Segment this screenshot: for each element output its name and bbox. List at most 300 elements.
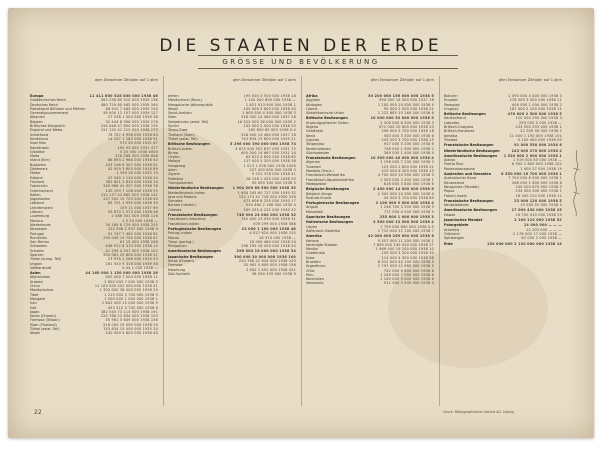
table-group-row xyxy=(444,218,562,222)
row-values: 8 512 000 44 100 000 1938 5 xyxy=(377,259,434,264)
row-values: 23 000 1 100 000 1938 48 xyxy=(241,226,296,231)
row-values: 2 506 000 6 300 000 1938 3 xyxy=(380,120,434,125)
table-row xyxy=(444,107,562,111)
row-label: Süd-Sachalin xyxy=(168,271,191,276)
row-label: Protektorat Böhmen und Mähren xyxy=(30,106,86,111)
row-values: 140 000 5 600 000 1938 40 xyxy=(105,331,158,336)
row-label: Französisch-Indien xyxy=(168,221,200,226)
row-label: Malaya xyxy=(168,159,181,164)
table-row xyxy=(444,203,562,207)
row-label: Transjordanien xyxy=(168,180,193,185)
row-values: 189 035 4 232 000 1930 22 xyxy=(243,207,296,212)
row-values: 34 184 8 729 000 1938 255 xyxy=(105,222,158,227)
row-values: 1 904 345 60 727 000 1930 32 xyxy=(237,190,296,195)
row-label: Amerikanische Besitzungen xyxy=(444,208,497,213)
row-label: Luxemburg xyxy=(30,214,50,219)
row-label: Puerto Rico xyxy=(444,162,464,167)
column-header: qkm Einwohner Zähljahr auf 1 qkm xyxy=(232,78,296,82)
row-values: 17 000 430 000 1938 25 xyxy=(511,208,562,213)
row-label: Färöer xyxy=(30,171,41,176)
row-values: 2 100 110 000 1938 52 xyxy=(514,218,562,223)
table-group-row xyxy=(168,249,296,253)
row-label: Türkei (asiat. Teil) xyxy=(168,136,198,141)
row-values: 91 747 7 462 000 1938 81 xyxy=(107,231,158,236)
document-subtitle: GRÖSSE UND BEVÖLKERUNG xyxy=(222,58,380,66)
row-label: China xyxy=(30,284,40,289)
row-values: 872 000 20 600 000 1938 24 xyxy=(379,125,434,130)
row-values: 165 800 65 000 1938 0.4 xyxy=(248,128,296,133)
row-values: 322 906 2 937 000 1938 9 xyxy=(107,227,158,232)
row-label: Insel Man xyxy=(30,141,47,146)
row-values: 2 400 000 14 000 000 1938 6 xyxy=(373,187,434,192)
table-row xyxy=(306,196,434,200)
row-label: Nepal xyxy=(168,106,178,111)
row-values: 143 000 270 000 1938 2 xyxy=(511,148,562,153)
row-label: Französische Besitzungen xyxy=(444,143,494,148)
row-label: Lettland xyxy=(30,201,44,206)
row-values: 42 000 000 269 000 000 1938 6 xyxy=(368,234,434,239)
row-values: 268 000 1 600 000 1938 6 xyxy=(511,180,562,185)
table-row xyxy=(30,266,158,270)
row-label: Schottland xyxy=(30,132,49,137)
table-row xyxy=(306,151,434,155)
row-label: Birma xyxy=(168,150,178,155)
row-values: 9 557 000 11 200 000 1938 1 xyxy=(377,238,434,243)
row-values: 509 299 000 1936 588 xyxy=(253,221,296,226)
column-divider xyxy=(301,76,302,406)
table-row xyxy=(444,138,562,142)
row-label: Kuba xyxy=(306,255,315,260)
row-values: 453 510 3 700 000 1938 8 xyxy=(107,305,158,310)
row-label: Madagaskar xyxy=(306,181,327,186)
row-label: Iran xyxy=(30,301,37,306)
row-values: 740 400 23 030 000 1936 31 xyxy=(241,217,296,222)
table-column-2 xyxy=(168,78,296,276)
row-values: 2 342 000 10 300 000 1938 4 xyxy=(377,191,434,196)
row-values: 4 027 624 000 1938 155 xyxy=(249,231,296,236)
row-label: Labrador xyxy=(444,120,460,125)
row-label: Irak xyxy=(30,305,37,310)
row-values: 35 961 5 609 000 1938 156 xyxy=(243,263,296,268)
row-label: Liechtenstein xyxy=(30,205,53,210)
row-label: Tunesien xyxy=(306,164,321,169)
row-values: 95 000 12 107 000 1939 127 xyxy=(103,111,158,116)
row-label: Niederländische Besitzungen xyxy=(168,186,224,191)
table-row xyxy=(306,111,434,115)
row-label: Vereinigte Staaten xyxy=(306,242,338,247)
row-label: Algerien xyxy=(306,160,321,165)
row-label: Hongkong xyxy=(168,163,186,168)
row-label: Macao xyxy=(168,235,180,240)
row-label: Ruanda-Urundi xyxy=(306,195,332,200)
row-values: 583 000 3 300 000 1938 6 xyxy=(383,133,434,138)
row-values: 2 196 000 7 235 000 1936 3 xyxy=(380,160,434,165)
row-label: Antarktis xyxy=(444,227,460,232)
row-values: 743 634 15 000 000 1935 20 xyxy=(103,327,158,332)
handwritten-note-mark xyxy=(570,148,584,218)
row-label: Chile xyxy=(306,268,315,273)
title-rule xyxy=(198,55,458,56)
row-label: Trinidad xyxy=(444,137,458,142)
row-label: Kanalinseln xyxy=(30,145,50,150)
row-label: Ceylon xyxy=(168,155,180,160)
row-label: Südafrikanische Union xyxy=(306,111,344,116)
row-values: 5 100 460 000 1938 90 xyxy=(517,137,562,142)
row-values: 2 797 000 12 960 000 1938 5 xyxy=(377,264,434,269)
row-label: Äthiopien xyxy=(306,102,323,107)
row-label: Paraguay xyxy=(444,102,460,107)
row-label: Sowjetunion (asiat. Teil) xyxy=(168,119,209,124)
row-label: Syrien xyxy=(168,124,179,129)
row-label: Papua xyxy=(444,189,455,194)
row-values: 1 519 000 60 000 1938 — xyxy=(513,158,562,163)
row-values: 22 000 56 000 1938 3 xyxy=(520,129,562,134)
row-label: Bolivien xyxy=(444,94,458,98)
row-values: 2 586 301 000 1938 116 xyxy=(111,214,158,219)
table-column-3 xyxy=(306,78,434,286)
row-label: Aden xyxy=(168,168,177,173)
row-values: 7 839 000 130 000 000 1938 17 xyxy=(373,242,434,247)
row-label: Bulgarien xyxy=(30,162,47,167)
row-values: 448 912 6 310 000 1938 14 xyxy=(105,244,158,249)
row-label: Goldküste xyxy=(306,129,323,134)
row-values: 140 000 5 600 000 1938 40 xyxy=(243,106,296,111)
row-label: Monaco xyxy=(30,218,44,223)
row-label: Uganda xyxy=(306,137,320,142)
row-label: Spitzbergen xyxy=(444,236,465,241)
row-label: Niederländisch-Indien xyxy=(168,190,205,195)
row-label: Italienisch-Ostafrika xyxy=(306,228,340,233)
row-label: Französisch-Äquatorialafrika xyxy=(306,177,354,182)
row-label: Amerika xyxy=(306,234,322,239)
row-values: 19 000 55 000 1938 3 xyxy=(520,203,562,208)
row-values: 1 303 000 38 000 000 1938 29 xyxy=(99,288,158,293)
row-values: 42 929 3 805 000 1938 89 xyxy=(107,167,158,172)
table-row xyxy=(306,229,434,233)
row-values: 5 20 000 1938 4000 xyxy=(119,149,158,154)
row-label: Marokko (franz.) xyxy=(306,169,334,174)
row-label: Albanien xyxy=(30,115,45,120)
row-values: 23 975 1 266 000 1935 53 xyxy=(107,257,158,262)
row-label: Nordrhodesien xyxy=(306,146,331,151)
row-values: 18 990 464 000 1938 24 xyxy=(249,239,296,244)
row-label: Alaska xyxy=(444,158,456,163)
row-label: Mosambik xyxy=(306,209,324,214)
row-values: 48 910 7 485 000 1939 154 xyxy=(105,106,158,111)
row-values: 220 788 22 634 000 1938 103 xyxy=(100,314,158,319)
row-label: Dänemark xyxy=(30,167,48,172)
column-divider xyxy=(439,76,440,406)
row-label: Tanganjika xyxy=(306,142,324,147)
row-label: Liberia xyxy=(306,106,318,111)
row-label: Europa xyxy=(30,94,44,98)
column-divider xyxy=(163,76,164,406)
row-values: 10 500 000 40 000 000 1938 4 xyxy=(370,156,434,161)
row-label: Japanisches Mandat xyxy=(444,218,483,223)
row-values: 473 606 8 255 000 1930 17 xyxy=(243,199,296,204)
column-header: qkm Einwohner Zähljahr auf 1 qkm xyxy=(370,78,434,82)
row-label: Neukaledonien xyxy=(444,203,470,208)
row-values: 159 11 000 1937 69 xyxy=(119,205,158,210)
row-values: 406 000 1 000 000 1938 2 xyxy=(511,102,562,107)
row-values: 310 137 43 865 000 1938 141 xyxy=(100,192,158,197)
row-label: Französische Besitzungen xyxy=(444,198,494,203)
row-values: 276 000 3 000 000 1938 11 xyxy=(509,98,562,103)
row-values: 90 000 300 000 1938 3 xyxy=(251,180,296,185)
row-label: Neufundland xyxy=(444,116,466,121)
row-values: 1 621 913 900 000 1938 1 xyxy=(245,102,296,107)
row-label: Irland (Eire) xyxy=(30,158,50,163)
row-label: Peru xyxy=(306,272,314,277)
table-row xyxy=(168,137,296,141)
table-row xyxy=(168,272,296,276)
row-label: Guatemala xyxy=(306,251,325,256)
row-label: Libyen xyxy=(306,224,318,229)
row-values: 480 729 80 465 000 1939 164 xyxy=(100,102,158,107)
row-values: 470 000 2 500 000 1938 5 xyxy=(507,112,562,117)
row-values: 11 411 800 528 000 000 1938 46 xyxy=(89,94,158,98)
row-label: Britisch-Guayana xyxy=(444,125,474,130)
row-label: Britische Besitzungen xyxy=(168,142,210,147)
row-label: Ungarn xyxy=(30,261,43,266)
row-label: Südrhodesien xyxy=(306,150,330,155)
row-values: 572 50 000 1931 87 xyxy=(119,141,158,146)
row-values: 47 549 1 134 000 1938 24 xyxy=(107,175,158,180)
row-values: 109 000 3 300 000 1938 30 xyxy=(381,251,434,256)
row-values: 296 000 16 000 000 1938 54 xyxy=(236,249,296,254)
row-label: Britisches Königreich xyxy=(30,124,66,129)
row-values: 16 374 000 1938 — xyxy=(259,235,296,240)
table-row xyxy=(306,281,434,285)
row-values: 247 542 15 703 000 1938 63 xyxy=(103,197,158,202)
row-values: 114 000 4 300 000 1938 38 xyxy=(381,255,434,260)
row-values: 240 000 670 000 1938 3 xyxy=(515,184,562,189)
row-values: 150 000 000 2 130 000 000 1938 14 xyxy=(486,241,562,246)
row-values: 382 801 3 834 000 1938 10 xyxy=(105,179,158,184)
row-label: Spanische Besitzungen xyxy=(306,215,351,220)
row-label: Französisch-Westafrika xyxy=(306,173,345,178)
row-label: Fidschi-Inseln xyxy=(444,193,467,198)
row-values: 4 700 000 14 900 000 1936 3 xyxy=(377,173,434,178)
row-values: 54 000 3 700 000 1938 69 xyxy=(383,195,434,200)
row-values: 1 710 000 12 100 000 1938 7 xyxy=(377,228,434,233)
row-values: 151 125 41 215 000 1938 273 xyxy=(100,128,158,133)
row-label: Grönland xyxy=(444,231,460,236)
row-label: Belgien xyxy=(30,119,43,124)
row-values: 912 000 3 500 000 1938 4 xyxy=(383,281,434,286)
row-values: 103 146 6 307 000 1938 61 xyxy=(105,162,158,167)
column-header: qkm Einwohner Zähljahr auf 1 qkm xyxy=(94,78,158,82)
row-values: 550 986 41 907 000 1936 76 xyxy=(103,184,158,189)
table-row xyxy=(306,182,434,186)
row-label: San Marino xyxy=(30,240,50,245)
row-label: Panamakanalzone xyxy=(444,166,475,171)
row-label: Philippinen xyxy=(168,244,187,249)
row-values: 994 000 16 000 000 1937 16 xyxy=(379,98,434,103)
row-values: 95 000 2 000 000 1938 21 xyxy=(383,106,434,111)
row-values: 335 000 1 000 000 1938 3 xyxy=(379,215,434,220)
row-values: 9 251 378 000 1938 41 xyxy=(251,172,296,177)
row-values: 233 000 333 000 1938 1 xyxy=(515,125,562,130)
row-label: Mexiko xyxy=(306,247,318,252)
row-label: Generalgouvernement xyxy=(30,111,69,116)
row-values: 234 000 300 000 1938 1 xyxy=(515,189,562,194)
row-values: 91 000 550 000 1938 6 xyxy=(514,143,562,148)
row-label: Nigeria xyxy=(306,125,319,130)
row-values: 1 013 1 028 000 1938 1000 xyxy=(243,163,296,168)
row-label: Portugiesische Besitzungen xyxy=(168,226,222,231)
row-values: 132 174 41 718 000 1930 316 xyxy=(238,194,296,199)
row-values: 65 791 1 995 000 1938 30 xyxy=(107,201,158,206)
row-values: 742 000 4 600 000 1938 6 xyxy=(383,268,434,273)
row-label: Ecuador xyxy=(444,98,458,103)
table-row xyxy=(444,194,562,198)
column-header: qkm Einwohner Zähljahr auf 1 qkm xyxy=(498,78,562,82)
row-values: 1 100 000 10 000 000 1938 9 xyxy=(377,102,434,107)
row-values: 1 600 000 4 500 000 1938 3 xyxy=(242,111,296,116)
row-values: 389 000 1 400 000 1938 4 xyxy=(383,150,434,155)
row-values: 8 550 000 10 700 000 1938 1 xyxy=(501,172,562,177)
row-values: 36 090 339 000 1938 9 xyxy=(251,271,296,276)
page-number: 22 xyxy=(34,409,42,416)
row-values: 1 140 000 9 000 000 1938 8 xyxy=(380,277,434,282)
row-label: Timor (portug.) xyxy=(168,239,194,244)
row-label: Erde xyxy=(444,241,453,246)
row-values: 161 550 9 316 000 1939 58 xyxy=(105,261,158,266)
row-label: Französisch-Indochina xyxy=(168,217,206,222)
row-values: 187 000 2 100 000 1938 11 xyxy=(509,106,562,111)
row-label: Palästina xyxy=(168,176,184,181)
row-label: Celebes xyxy=(168,207,182,212)
row-label: Finnland xyxy=(30,179,45,184)
row-label: Mongolische Volksrepublik xyxy=(168,102,213,107)
table-group-row xyxy=(444,149,562,153)
row-values: 518 000 14 464 000 1937 28 xyxy=(241,115,296,120)
row-label: Kwantung xyxy=(168,267,186,272)
row-label: Spanien xyxy=(30,252,44,257)
table-column-4 xyxy=(444,78,562,246)
row-values: 243 000 3 700 000 1938 15 xyxy=(381,137,434,142)
row-values: 743 634 15 600 000 1935 21 xyxy=(241,136,296,141)
table-row xyxy=(30,331,158,335)
row-values: 125 000 2 600 000 1936 21 xyxy=(381,164,434,169)
row-label: Polargebiete xyxy=(444,223,469,228)
table-row xyxy=(444,213,562,217)
row-values: 1 500 000 1 000 000 1938 1 xyxy=(104,296,158,301)
row-label: England und Wales xyxy=(30,128,63,133)
table-row xyxy=(306,210,434,214)
row-values: 583 256 80 510 000 1939 136 xyxy=(100,98,158,103)
row-values: 65 610 5 600 000 1938 85 xyxy=(245,155,296,160)
row-values: 0.44 1 000 1938 — xyxy=(122,265,158,270)
row-label: Argentinien xyxy=(306,264,326,269)
row-values: 35 961 5 609 000 1938 156 xyxy=(105,318,158,323)
row-values: 11 400 1 150 000 1938 101 xyxy=(509,133,562,138)
row-label: Portug.-Indien xyxy=(168,231,192,236)
row-values: 30 200 000 156 000 000 1938 5 xyxy=(368,94,434,98)
row-values: 1 904 000 66 500 000 1938 35 xyxy=(232,186,296,191)
table-group-row xyxy=(306,215,434,219)
row-values: 1 399 26 000 1935 19 xyxy=(116,171,158,176)
row-values: 244 048 47 600 000 1938 195 xyxy=(100,124,158,129)
row-label: Thailand (Siam) xyxy=(168,132,195,137)
row-label: Siam (Thailand) xyxy=(30,322,57,327)
row-label: Tibet xyxy=(30,292,39,297)
row-label: Afrika xyxy=(306,94,318,98)
row-values: 195 000 3 500 000 1938 18 xyxy=(243,94,296,98)
row-values: 316 268 000 1938 848 xyxy=(115,154,158,159)
table-column-1 xyxy=(30,78,158,336)
row-values: 605 000 14 667 000 1931 24 xyxy=(241,150,296,155)
row-values: 4 675 000 352 837 000 1931 75 xyxy=(235,146,296,151)
row-values: 415 000 6 300 000 1936 15 xyxy=(381,169,434,174)
row-label: Korea (Chosen) xyxy=(30,314,56,319)
row-label: Italien xyxy=(30,192,41,197)
row-values: 1 759 000 890 000 1938 0.5 xyxy=(380,224,434,229)
row-label: Zypern xyxy=(168,172,181,177)
row-values: 1 249 000 7 000 000 1938 6 xyxy=(380,272,434,277)
row-values: 68 893 2 968 000 1936 43 xyxy=(107,158,158,163)
row-values: 650 000 7 000 000 1938 11 xyxy=(105,275,158,280)
row-label: Malta xyxy=(30,154,40,159)
row-label: Formosa (Taiwan) xyxy=(30,318,60,323)
row-values: 3 462 1 492 000 1938 431 xyxy=(245,267,296,272)
row-label: Jamaika xyxy=(444,133,458,138)
row-values: 740 000 24 000 000 1938 32 xyxy=(236,213,296,218)
table-row xyxy=(168,244,296,248)
row-label: Anglo-ägyptischer Sudan xyxy=(306,120,349,125)
row-values: 746 000 1 400 000 1938 2 xyxy=(383,146,434,151)
row-values: 616 000 3 800 000 1936 6 xyxy=(383,181,434,186)
row-values: 26 158 1 435 000 1938 55 xyxy=(245,176,296,181)
table-group-row xyxy=(444,143,562,147)
row-label: Französische Besitzungen xyxy=(306,156,356,161)
row-label: Kolumbien xyxy=(306,277,324,282)
publisher-note: Druck: Bibliographisches Institut AG. Leipzig xyxy=(443,410,514,414)
row-values: 2 500 000 3 400 000 1936 1 xyxy=(380,177,434,182)
row-label: Großdeutsches Reich xyxy=(30,98,66,103)
row-values: 44 160 000 1 150 000 000 1938 26 xyxy=(85,271,158,276)
row-values: 2 176 000 17 000 1938 — xyxy=(513,231,562,236)
row-values: 8 900 1 800 000 1938 202 xyxy=(511,162,562,167)
row-values: 295 049 19 750 000 1938 67 xyxy=(103,235,158,240)
row-values: 7 704 000 6 900 000 1938 1 xyxy=(508,176,562,181)
row-values: 16 523 000 36 000 000 1939 2 xyxy=(237,119,296,124)
row-label: Borneo (niederl.) xyxy=(168,203,197,208)
row-values: 14 000 000 — — — xyxy=(523,223,562,228)
row-label: Formosa xyxy=(168,263,183,268)
row-label: Mandschukuo xyxy=(30,288,54,293)
table-group-row xyxy=(444,242,562,246)
row-label: Neuseeland xyxy=(444,180,465,185)
row-values: 1 222 885 10 160 000 1936 8 xyxy=(377,111,434,116)
row-label: Britisch-Honduras xyxy=(444,129,475,134)
row-values: 55 670 2 573 000 1938 46 xyxy=(107,210,158,215)
row-values: 62 000 2 000 1938 — xyxy=(521,236,562,241)
row-label: Kanada xyxy=(306,238,319,243)
row-values: 220 788 22 634 000 1938 103 xyxy=(238,258,296,263)
row-values: 5 296 000 390 000 000 1938 74 xyxy=(230,142,296,147)
row-values: 14 157 1 283 000 1938 91 xyxy=(107,136,158,141)
row-label: Tannu-Tuwa xyxy=(168,128,188,133)
row-label: Asien xyxy=(30,271,41,276)
row-label: Britisch-Indien xyxy=(168,146,193,151)
row-values: 78 767 4 998 000 1938 63 xyxy=(107,132,158,137)
row-label: Italienische Besitzungen xyxy=(306,220,353,225)
row-label: Afghanistan xyxy=(30,275,51,280)
row-label: Korea (Chosen) xyxy=(168,258,194,263)
row-label: Kenia xyxy=(306,133,316,138)
